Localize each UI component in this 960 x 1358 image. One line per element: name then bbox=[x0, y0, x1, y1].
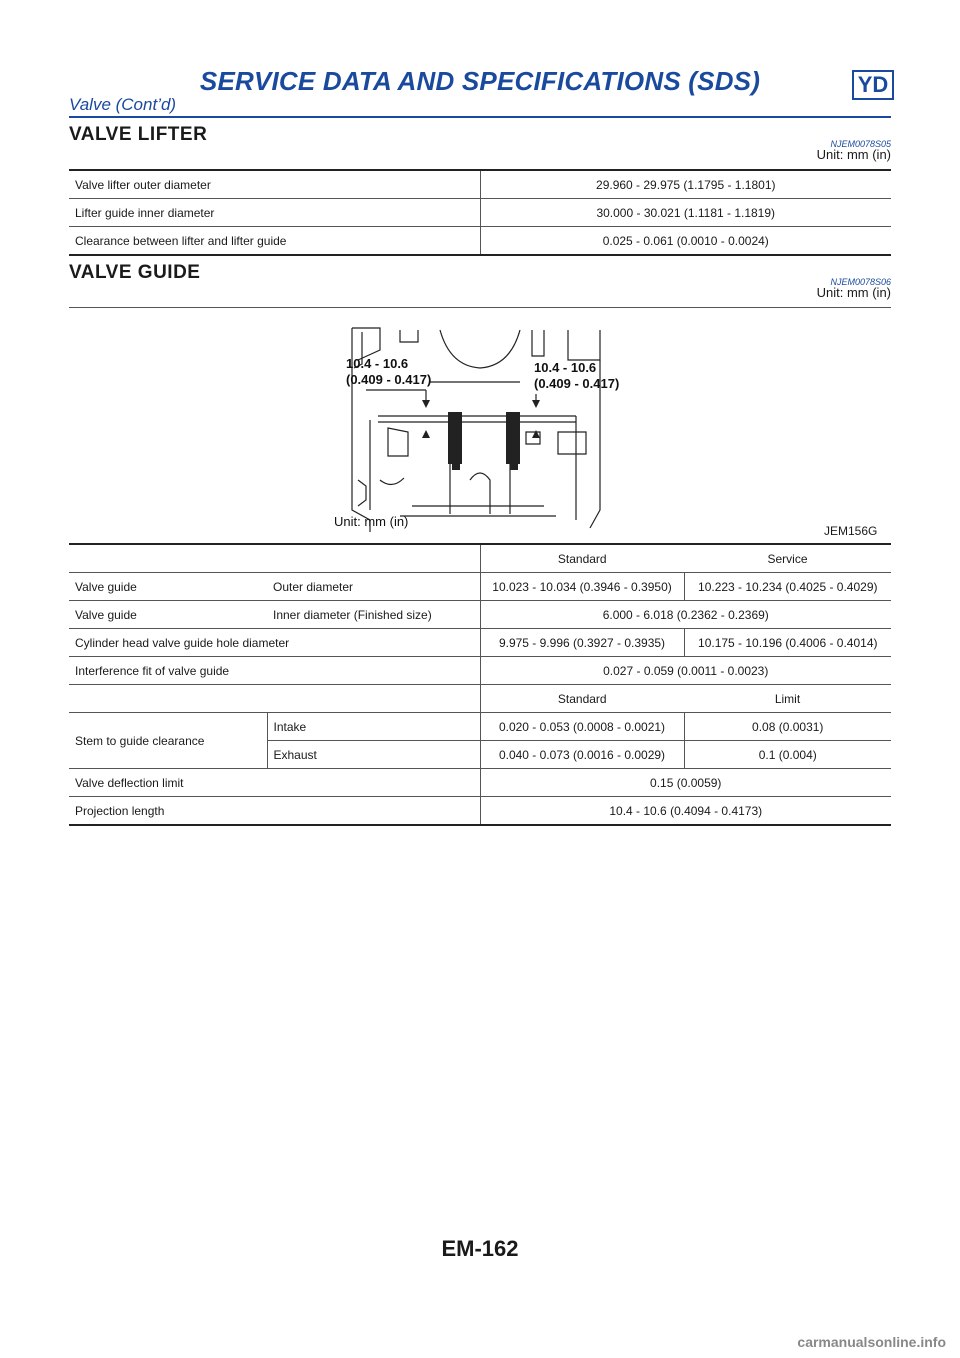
spec-limit: 0.1 (0.004) bbox=[684, 741, 891, 769]
spec-standard: 0.040 - 0.073 (0.0016 - 0.0029) bbox=[480, 741, 684, 769]
valve-lifter-code: NJEM0078S05 bbox=[830, 139, 891, 149]
spec-label: Valve deflection limit bbox=[69, 769, 480, 797]
column-header-standard: Standard bbox=[480, 685, 684, 713]
spec-limit: 0.08 (0.0031) bbox=[684, 713, 891, 741]
spec-label: Valve guide bbox=[69, 573, 267, 601]
header-rule bbox=[69, 116, 891, 118]
spec-value: 6.000 - 6.018 (0.2362 - 0.2369) bbox=[480, 601, 891, 629]
table-row bbox=[69, 601, 891, 629]
spec-label: Cylinder head valve guide hole diameter bbox=[69, 629, 480, 657]
spec-label: Lifter guide inner diameter bbox=[69, 199, 480, 227]
table-row bbox=[69, 629, 891, 657]
spec-value: 10.4 - 10.6 (0.4094 - 0.4173) bbox=[480, 797, 891, 826]
column-header-limit: Limit bbox=[684, 685, 891, 713]
spec-standard: 9.975 - 9.996 (0.3927 - 0.3935) bbox=[480, 629, 684, 657]
valve-guide-title: VALVE GUIDE bbox=[69, 262, 201, 283]
spec-value: 0.15 (0.0059) bbox=[480, 769, 891, 797]
table-row bbox=[69, 199, 891, 227]
figure-left-dim-in: (0.409 - 0.417) bbox=[346, 372, 432, 387]
figure-left-dim: 10.4 - 10.6 bbox=[346, 356, 409, 371]
page-number: EM-162 bbox=[441, 1236, 519, 1261]
engine-badge: YD bbox=[852, 70, 894, 100]
spec-label: Projection length bbox=[69, 797, 480, 826]
spec-label: Stem to guide clearance bbox=[69, 713, 267, 769]
valve-guide-diagram bbox=[300, 320, 645, 536]
page-header-title: SERVICE DATA AND SPECIFICATIONS (SDS) bbox=[199, 66, 761, 96]
spec-sublabel: Intake bbox=[267, 713, 480, 741]
spec-label: Valve lifter outer diameter bbox=[69, 170, 480, 199]
spec-value: 30.000 - 30.021 (1.1181 - 1.1819) bbox=[480, 199, 891, 227]
page-header-subtitle: Valve (Cont’d) bbox=[69, 95, 177, 114]
table-row bbox=[69, 657, 891, 685]
watermark: carmanualsonline.info bbox=[797, 1334, 946, 1350]
figure-id: JEM156G bbox=[824, 524, 878, 538]
table-row bbox=[69, 170, 891, 199]
spec-value: 0.027 - 0.059 (0.0011 - 0.0023) bbox=[480, 657, 891, 685]
spec-sublabel: Outer diameter bbox=[267, 573, 480, 601]
spec-value: 0.025 - 0.061 (0.0010 - 0.0024) bbox=[480, 227, 891, 256]
valve-lifter-unit: Unit: mm (in) bbox=[816, 147, 891, 162]
valve-guide-unit: Unit: mm (in) bbox=[816, 285, 891, 300]
table-header-blank bbox=[69, 685, 480, 713]
table-row bbox=[69, 769, 891, 797]
column-header-service: Service bbox=[684, 544, 891, 573]
spec-service: 10.175 - 10.196 (0.4006 - 0.4014) bbox=[684, 629, 891, 657]
spec-sublabel: Exhaust bbox=[267, 741, 480, 769]
spec-standard: 0.020 - 0.053 (0.0008 - 0.0021) bbox=[480, 713, 684, 741]
valve-lifter-table bbox=[69, 169, 891, 256]
valve-guide-code: NJEM0078S06 bbox=[830, 277, 891, 287]
spec-sublabel: Inner diameter (Finished size) bbox=[267, 601, 480, 629]
table-header-blank bbox=[69, 544, 480, 573]
table-row bbox=[69, 713, 891, 741]
table-row bbox=[69, 797, 891, 826]
table-row bbox=[69, 227, 891, 256]
spec-label: Valve guide bbox=[69, 601, 267, 629]
column-header-standard: Standard bbox=[480, 544, 684, 573]
figure-right-dim-in: (0.409 - 0.417) bbox=[534, 376, 620, 391]
valve-guide-table bbox=[69, 543, 891, 826]
spec-value: 29.960 - 29.975 (1.1795 - 1.1801) bbox=[480, 170, 891, 199]
figure-unit: Unit: mm (in) bbox=[334, 514, 409, 529]
figure-top-rule bbox=[69, 307, 891, 308]
spec-service: 10.223 - 10.234 (0.4025 - 0.4029) bbox=[684, 573, 891, 601]
table-row bbox=[69, 685, 891, 713]
spec-label: Clearance between lifter and lifter guide bbox=[69, 227, 480, 256]
figure-right-dim: 10.4 - 10.6 bbox=[534, 360, 597, 375]
spec-standard: 10.023 - 10.034 (0.3946 - 0.3950) bbox=[480, 573, 684, 601]
table-row bbox=[69, 544, 891, 573]
spec-label: Interference fit of valve guide bbox=[69, 657, 480, 685]
valve-lifter-title: VALVE LIFTER bbox=[69, 124, 208, 145]
table-row bbox=[69, 573, 891, 601]
